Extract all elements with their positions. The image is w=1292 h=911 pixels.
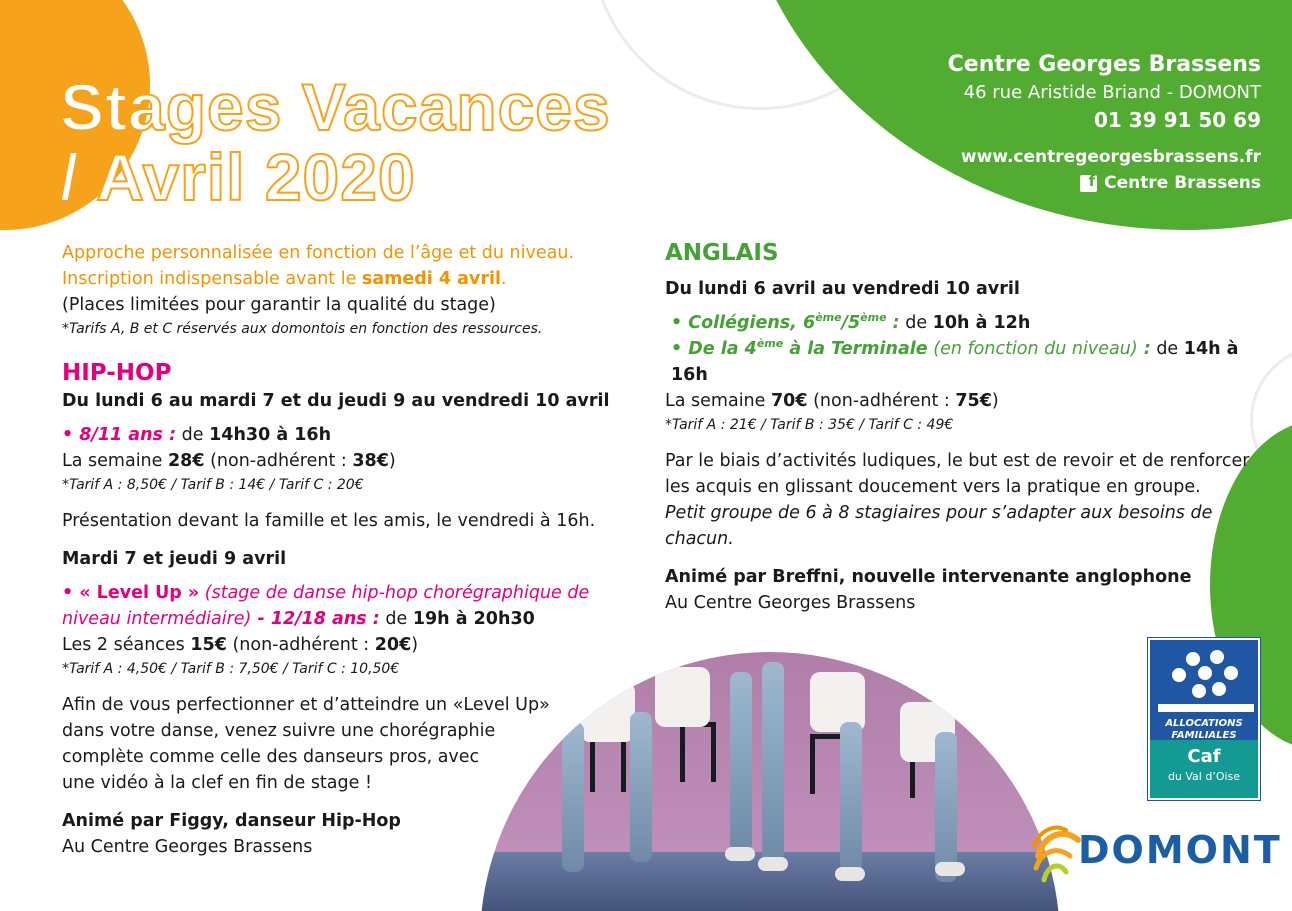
- dancer-leg: [730, 672, 752, 852]
- anglais-tarif: *Tarif A : 21€ / Tarif B : 35€ / Tarif C : 49€: [665, 417, 954, 433]
- caf-bar: [1158, 704, 1254, 712]
- hiphop-price-1: La semaine 28€ (non-adhérent : 38€): [62, 451, 396, 471]
- anglais-price: La semaine 70€ (non-adhérent : 75€): [665, 391, 999, 411]
- hiphop-description: Afin de vous perfectionner et d’atteindre un «Level Up» dans votre danse, venez suivre une chorégraphie complète comme celle des danseurs pros, avec une vidéo à la clef en fin de stage !: [62, 695, 550, 793]
- caf-department: du Val d’Oise: [1167, 770, 1241, 783]
- caf-logo: [1148, 638, 1260, 800]
- center-address: 46 rue Aristide Briand - DOMONT: [963, 82, 1261, 103]
- dancer-shirt: [580, 682, 635, 742]
- dancer-leg: [562, 722, 584, 872]
- anglais-animator: Animé par Breffni, nouvelle intervenante anglophone: [665, 567, 1192, 587]
- domont-wordmark: DOMONT: [1078, 828, 1282, 872]
- anglais-location: Au Centre Georges Brassens: [665, 593, 916, 613]
- anglais-description: Par le biais d’activités ludiques, le but est de revoir et de renforcer les acquis en glissant doucement vers la pratique en groupe.: [665, 451, 1250, 497]
- anglais-title: ANGLAIS: [665, 240, 779, 266]
- dancer-shoe: [935, 862, 965, 876]
- intro-line-1: Approche personnalisée en fonction de l’âge et du niveau.: [62, 243, 575, 263]
- hiphop-location: Au Centre Georges Brassens: [62, 837, 313, 857]
- right-column: [665, 238, 1255, 616]
- hiphop-tarif-1: *Tarif A : 8,50€ / Tarif B : 14€ / Tarif C : 20€: [62, 477, 364, 493]
- anglais-session-2: • De la 4ème à la Terminale (en fonction du niveau) : de 14h à 16h: [671, 337, 1239, 385]
- facebook-icon: [1080, 175, 1097, 192]
- dancer-leg: [840, 722, 862, 872]
- hiphop-session-1: • 8/11 ans : de 14h30 à 16h: [62, 425, 332, 445]
- intro-line-2: Inscription indispensable avant le samedi 4 avril.: [62, 269, 507, 289]
- hiphop-dates-2: Mardi 7 et jeudi 9 avril: [62, 549, 287, 569]
- caf-family-icon: [1172, 648, 1238, 700]
- hiphop-dates-1: Du lundi 6 au mardi 7 et du jeudi 9 au vendredi 10 avril: [62, 391, 610, 411]
- domont-logo: [1030, 822, 1282, 888]
- dancer-leg: [630, 712, 652, 862]
- caf-wordmark: Caf: [1187, 746, 1221, 767]
- dancer-shoe: [758, 857, 788, 871]
- dancer-shoe: [835, 867, 865, 881]
- caf-label: ALLOCATIONS FAMILIALES: [1165, 718, 1243, 741]
- hiphop-presentation: Présentation devant la famille et les amis, le vendredi à 16h.: [62, 511, 596, 531]
- deadline-date: samedi 4 avril: [361, 269, 501, 289]
- page-title: [60, 72, 611, 212]
- dancer-leg: [762, 662, 784, 862]
- anglais-dates: Du lundi 6 avril au vendredi 10 avril: [665, 279, 1020, 299]
- contact-block: [948, 50, 1261, 196]
- dancer-leg: [935, 732, 957, 882]
- center-name: Centre Georges Brassens: [947, 52, 1261, 77]
- center-phone: 01 39 91 50 69: [1093, 108, 1261, 132]
- facebook-link[interactable]: [948, 170, 1261, 196]
- intro-line-3: (Places limitées pour garantir la qualité du stage): [62, 295, 496, 315]
- hiphop-session-2: • « Level Up » (stage de danse hip-hop chorégraphique de niveau intermédiaire) - 12/18 ans : de 19h à 20h30: [62, 583, 590, 629]
- hiphop-title: HIP-HOP: [62, 360, 172, 386]
- dancer-shoe: [725, 847, 755, 861]
- chair: [680, 722, 716, 782]
- title-line-2: / Avril 2020: [60, 140, 416, 214]
- anglais-group-size: Petit groupe de 6 à 8 stagiaires pour s’adapter aux besoins de chacun.: [665, 503, 1213, 549]
- hiphop-tarif-2: *Tarif A : 4,50€ / Tarif B : 7,50€ / Tarif C : 10,50€: [62, 661, 400, 677]
- facebook-label: Centre Brassens: [1104, 173, 1261, 193]
- title-line-1: Stages Vacances: [60, 70, 611, 144]
- hiphop-animator: Animé par Figgy, danseur Hip-Hop: [62, 811, 401, 831]
- dancer-shirt: [655, 667, 710, 727]
- hiphop-price-2: Les 2 séances 15€ (non-adhérent : 20€): [62, 635, 419, 655]
- intro-note: *Tarifs A, B et C réservés aux domontois en fonction des ressources.: [62, 321, 543, 337]
- anglais-session-1: • Collégiens, 6ème/5ème : de 10h à 12h: [671, 311, 1031, 333]
- website-link[interactable]: www.centregeorgesbrassens.fr: [960, 147, 1261, 167]
